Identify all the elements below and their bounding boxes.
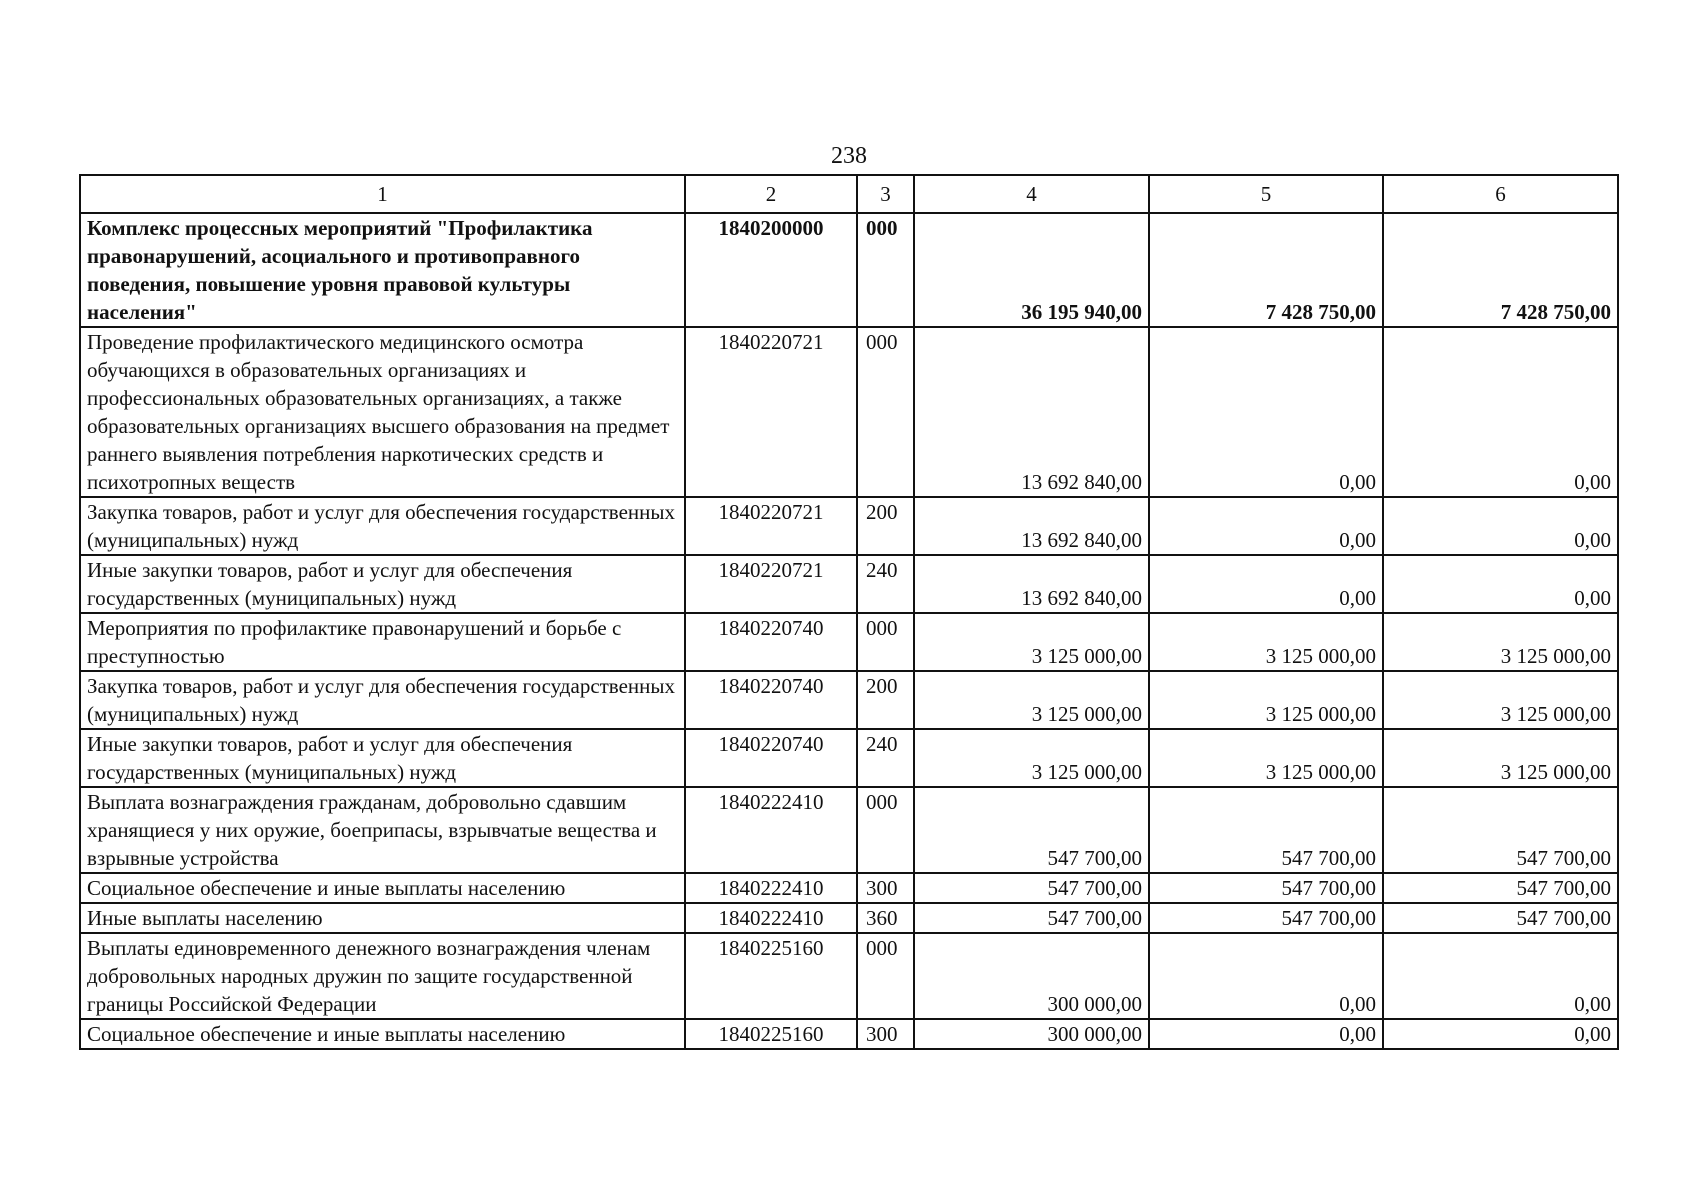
expense-kind: 360: [857, 903, 914, 933]
amount-col-4: 3 125 000,00: [914, 613, 1149, 671]
item-name: Выплата вознаграждения гражданам, добровольно сдавшим хранящиеся у них оружие, боеприпасы, взрывчатые вещества и взрывные устройства: [80, 787, 685, 873]
target-code: 1840225160: [685, 933, 857, 1019]
target-code: 1840222410: [685, 903, 857, 933]
item-name: Закупка товаров, работ и услуг для обеспечения государственных (муниципальных) нужд: [80, 497, 685, 555]
amount-col-5: 7 428 750,00: [1149, 213, 1383, 327]
amount-col-5: 547 700,00: [1149, 873, 1383, 903]
target-code: 1840222410: [685, 787, 857, 873]
table-row: [80, 613, 1618, 671]
target-code: 1840220740: [685, 613, 857, 671]
target-code: 1840220740: [685, 729, 857, 787]
table-row: [80, 729, 1618, 787]
amount-col-6: 0,00: [1383, 497, 1618, 555]
amount-col-4: 3 125 000,00: [914, 729, 1149, 787]
amount-col-4: 300 000,00: [914, 1019, 1149, 1049]
item-name: Закупка товаров, работ и услуг для обеспечения государственных (муниципальных) нужд: [80, 671, 685, 729]
amount-col-6: 3 125 000,00: [1383, 729, 1618, 787]
amount-col-5: 0,00: [1149, 497, 1383, 555]
amount-col-6: 0,00: [1383, 327, 1618, 497]
page-number: 238: [831, 143, 867, 169]
column-header-row: [80, 175, 1618, 213]
table-row: [80, 213, 1618, 327]
amount-col-4: 547 700,00: [914, 787, 1149, 873]
amount-col-4: 547 700,00: [914, 903, 1149, 933]
budget-table: [79, 174, 1619, 1050]
amount-col-5: 547 700,00: [1149, 903, 1383, 933]
item-name: Комплекс процессных мероприятий "Профилактика правонарушений, асоциального и противоправного поведения, повышение уровня правовой культуры населения": [80, 213, 685, 327]
expense-kind: 300: [857, 1019, 914, 1049]
expense-kind: 000: [857, 613, 914, 671]
amount-col-6: 7 428 750,00: [1383, 213, 1618, 327]
expense-kind: 000: [857, 933, 914, 1019]
table-row: [80, 497, 1618, 555]
expense-kind: 200: [857, 671, 914, 729]
column-header-1: 1: [80, 175, 685, 213]
expense-kind: 000: [857, 213, 914, 327]
amount-col-4: 300 000,00: [914, 933, 1149, 1019]
table-row: [80, 1019, 1618, 1049]
amount-col-5: 0,00: [1149, 1019, 1383, 1049]
target-code: 1840220721: [685, 327, 857, 497]
amount-col-5: 3 125 000,00: [1149, 613, 1383, 671]
amount-col-5: 0,00: [1149, 555, 1383, 613]
target-code: 1840220721: [685, 497, 857, 555]
column-header-2: 2: [685, 175, 857, 213]
amount-col-4: 13 692 840,00: [914, 497, 1149, 555]
item-name: Социальное обеспечение и иные выплаты населению: [80, 1019, 685, 1049]
amount-col-6: 547 700,00: [1383, 873, 1618, 903]
table-row: [80, 555, 1618, 613]
amount-col-5: 547 700,00: [1149, 787, 1383, 873]
amount-col-6: 3 125 000,00: [1383, 671, 1618, 729]
table-row: [80, 787, 1618, 873]
table-row: [80, 327, 1618, 497]
column-header-6: 6: [1383, 175, 1618, 213]
expense-kind: 200: [857, 497, 914, 555]
amount-col-4: 36 195 940,00: [914, 213, 1149, 327]
table-row: [80, 873, 1618, 903]
expense-kind: 240: [857, 555, 914, 613]
amount-col-4: 547 700,00: [914, 873, 1149, 903]
expense-kind: 000: [857, 787, 914, 873]
amount-col-6: 547 700,00: [1383, 903, 1618, 933]
target-code: 1840200000: [685, 213, 857, 327]
target-code: 1840220721: [685, 555, 857, 613]
table-row: [80, 671, 1618, 729]
amount-col-4: 13 692 840,00: [914, 327, 1149, 497]
amount-col-4: 13 692 840,00: [914, 555, 1149, 613]
amount-col-5: 3 125 000,00: [1149, 671, 1383, 729]
amount-col-6: 3 125 000,00: [1383, 613, 1618, 671]
item-name: Проведение профилактического медицинского осмотра обучающихся в образовательных организациях и профессиональных образовательных организациях, а также образовательных организациях высшего образования на предмет раннего выявления потребления наркотических средств и психотропных веществ: [80, 327, 685, 497]
expense-kind: 000: [857, 327, 914, 497]
amount-col-5: 3 125 000,00: [1149, 729, 1383, 787]
item-name: Иные выплаты населению: [80, 903, 685, 933]
amount-col-5: 0,00: [1149, 933, 1383, 1019]
item-name: Иные закупки товаров, работ и услуг для обеспечения государственных (муниципальных) нужд: [80, 729, 685, 787]
target-code: 1840222410: [685, 873, 857, 903]
amount-col-6: 0,00: [1383, 555, 1618, 613]
amount-col-6: 0,00: [1383, 933, 1618, 1019]
target-code: 1840220740: [685, 671, 857, 729]
column-header-4: 4: [914, 175, 1149, 213]
column-header-5: 5: [1149, 175, 1383, 213]
table-row: [80, 903, 1618, 933]
table-row: [80, 933, 1618, 1019]
column-header-3: 3: [857, 175, 914, 213]
target-code: 1840225160: [685, 1019, 857, 1049]
amount-col-5: 0,00: [1149, 327, 1383, 497]
amount-col-4: 3 125 000,00: [914, 671, 1149, 729]
amount-col-6: 0,00: [1383, 1019, 1618, 1049]
item-name: Иные закупки товаров, работ и услуг для обеспечения государственных (муниципальных) нужд: [80, 555, 685, 613]
expense-kind: 240: [857, 729, 914, 787]
amount-col-6: 547 700,00: [1383, 787, 1618, 873]
item-name: Выплаты единовременного денежного вознаграждения членам добровольных народных дружин по защите государственной границы Российской Федерации: [80, 933, 685, 1019]
item-name: Социальное обеспечение и иные выплаты населению: [80, 873, 685, 903]
item-name: Мероприятия по профилактике правонарушений и борьбе с преступностью: [80, 613, 685, 671]
expense-kind: 300: [857, 873, 914, 903]
